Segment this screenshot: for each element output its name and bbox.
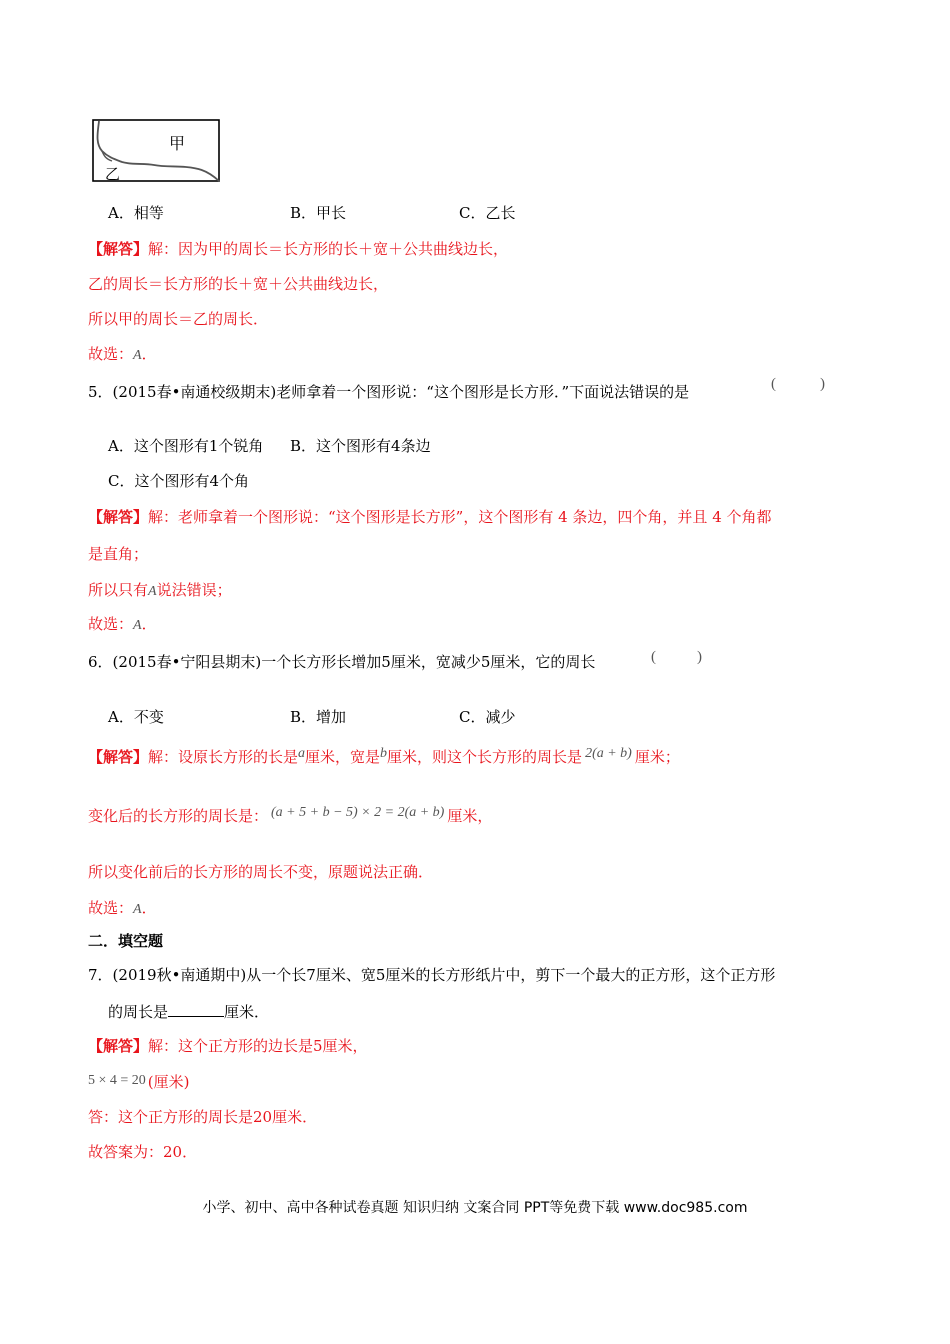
q7-stem-line2-b: 厘米． (224, 1003, 270, 1021)
q5-solution-line-2: 是直角； (88, 545, 149, 563)
q5-answer-prefix: 故选： (88, 615, 134, 633)
q5-line3-letter: A (148, 584, 157, 599)
rectangle-figure (92, 119, 220, 183)
q6-option-b: B．增加 (290, 708, 347, 726)
q5-solution-text-1: 解：老师拿着一个图形说：“这个图形是长方形”，这个图形有 4 条边，四个角，并且 4 个角都 (148, 508, 772, 526)
q4-answer-letter: A (133, 348, 142, 363)
q4-answer-prefix: 故选： (88, 345, 134, 363)
q7-solution-line-3: 答：这个正方形的周长是20厘米． (88, 1108, 318, 1126)
q5-paren-close: ) (820, 376, 825, 392)
q6-answer-prefix: 故选： (88, 899, 134, 917)
q7-solution-line-1 (88, 1036, 368, 1056)
section-title: 二．填空题 (88, 932, 164, 950)
q6-solution-line-2 (88, 806, 492, 828)
q7-calc-expr: 5 × 4 = 20 (88, 1073, 146, 1088)
q5-option-c: C．这个图形有4个角 (108, 472, 250, 490)
q5-answer-letter: A (133, 618, 142, 633)
q7-stem-line-2 (108, 1002, 269, 1022)
q5-answer (88, 614, 157, 636)
q7-solution-line-4: 故答案为：20． (88, 1143, 198, 1161)
label-yi: 乙 (105, 165, 121, 183)
q4-answer-suffix: ． (141, 345, 157, 363)
q6-sol1-d: 厘米； (634, 748, 680, 766)
q6-var-a: a (298, 746, 306, 761)
q5-answer-suffix: ． (141, 615, 157, 633)
q6-new-perimeter-expr: (a + 5 + b − 5) × 2 = 2(a + b) (271, 805, 445, 820)
q6-sol2-a: 变化后的长方形的周长是： (88, 807, 269, 825)
q6-sol1-b: 厘米，宽是 (305, 748, 381, 766)
q6-sol1-c: 厘米，则这个长方形的周长是 (387, 748, 583, 766)
q5-line3-suffix: 说法错误； (156, 581, 232, 599)
q6-answer-suffix: ． (141, 899, 157, 917)
q4-solution-line-1 (88, 239, 508, 259)
q4-option-c: C．乙长 (459, 204, 516, 222)
q4-solution-tag: 【解答】 (88, 240, 149, 258)
q6-perimeter-expr: 2(a + b) (585, 746, 632, 761)
q7-answer-blank[interactable] (168, 1002, 224, 1017)
q7-sol1: 解：这个正方形的边长是5厘米， (148, 1037, 368, 1055)
q7-solution-line-2 (88, 1072, 190, 1094)
q5-option-b: B．这个图形有4条边 (290, 437, 431, 455)
q6-option-c: C．减少 (459, 708, 516, 726)
q6-solution-tag: 【解答】 (88, 748, 149, 766)
q7-stem-line-1: 7．(2019秋•南通期中)从一个长7厘米、宽5厘米的长方形纸片中，剪下一个最大的正方形，这个正方形 (88, 966, 776, 984)
q5-solution-tag: 【解答】 (88, 508, 149, 526)
q4-solution-line-2: 乙的周长＝长方形的长＋宽＋公共曲线边长， (88, 275, 389, 293)
q6-solution-line-1 (88, 747, 680, 769)
q5-option-a: A．这个图形有1个锐角 (108, 437, 264, 455)
q6-var-b: b (380, 746, 388, 761)
q6-answer-letter: A (133, 902, 142, 917)
q4-option-b: B．甲长 (290, 204, 347, 222)
q6-paren-close: ) (697, 649, 702, 665)
q4-solution-text-1: 解：因为甲的周长＝长方形的长＋宽＋公共曲线边长， (148, 240, 509, 258)
page-footer: 小学、初中、高中各种试卷真题 知识归纳 文案合同 PPT等免费下载 www.doc985.com (202, 1200, 748, 1216)
q6-sol2-b: 厘米， (447, 807, 493, 825)
q6-stem: 6．(2015春•宁阳县期末)一个长方形长增加5厘米，宽减少5厘米，它的周长 (88, 653, 596, 671)
q4-option-a: A．相等 (108, 204, 164, 222)
q6-paren-open: ( (651, 649, 656, 665)
q4-solution-line-3: 所以甲的周长＝乙的周长． (88, 310, 269, 328)
q7-calc-unit: (厘米) (147, 1073, 190, 1091)
q7-solution-tag: 【解答】 (88, 1037, 149, 1055)
label-jia: 甲 (169, 134, 186, 153)
q6-solution-line-3: 所以变化前后的长方形的周长不变，原题说法正确． (88, 863, 434, 881)
q6-sol1-a: 解：设原长方形的长是 (148, 748, 299, 766)
q5-solution-line-1 (88, 507, 772, 527)
q6-option-a: A．不变 (108, 708, 164, 726)
q7-stem-line2-a: 的周长是 (108, 1003, 169, 1021)
q5-stem: 5．(2015春•南通校级期末)老师拿着一个图形说：“这个图形是长方形．”下面说法错误的是 (88, 383, 690, 401)
q5-line3-prefix: 所以只有 (88, 581, 149, 599)
q5-solution-line-3 (88, 580, 232, 602)
q5-paren-open: ( (771, 376, 776, 392)
q6-answer (88, 898, 157, 920)
q4-answer (88, 344, 157, 366)
